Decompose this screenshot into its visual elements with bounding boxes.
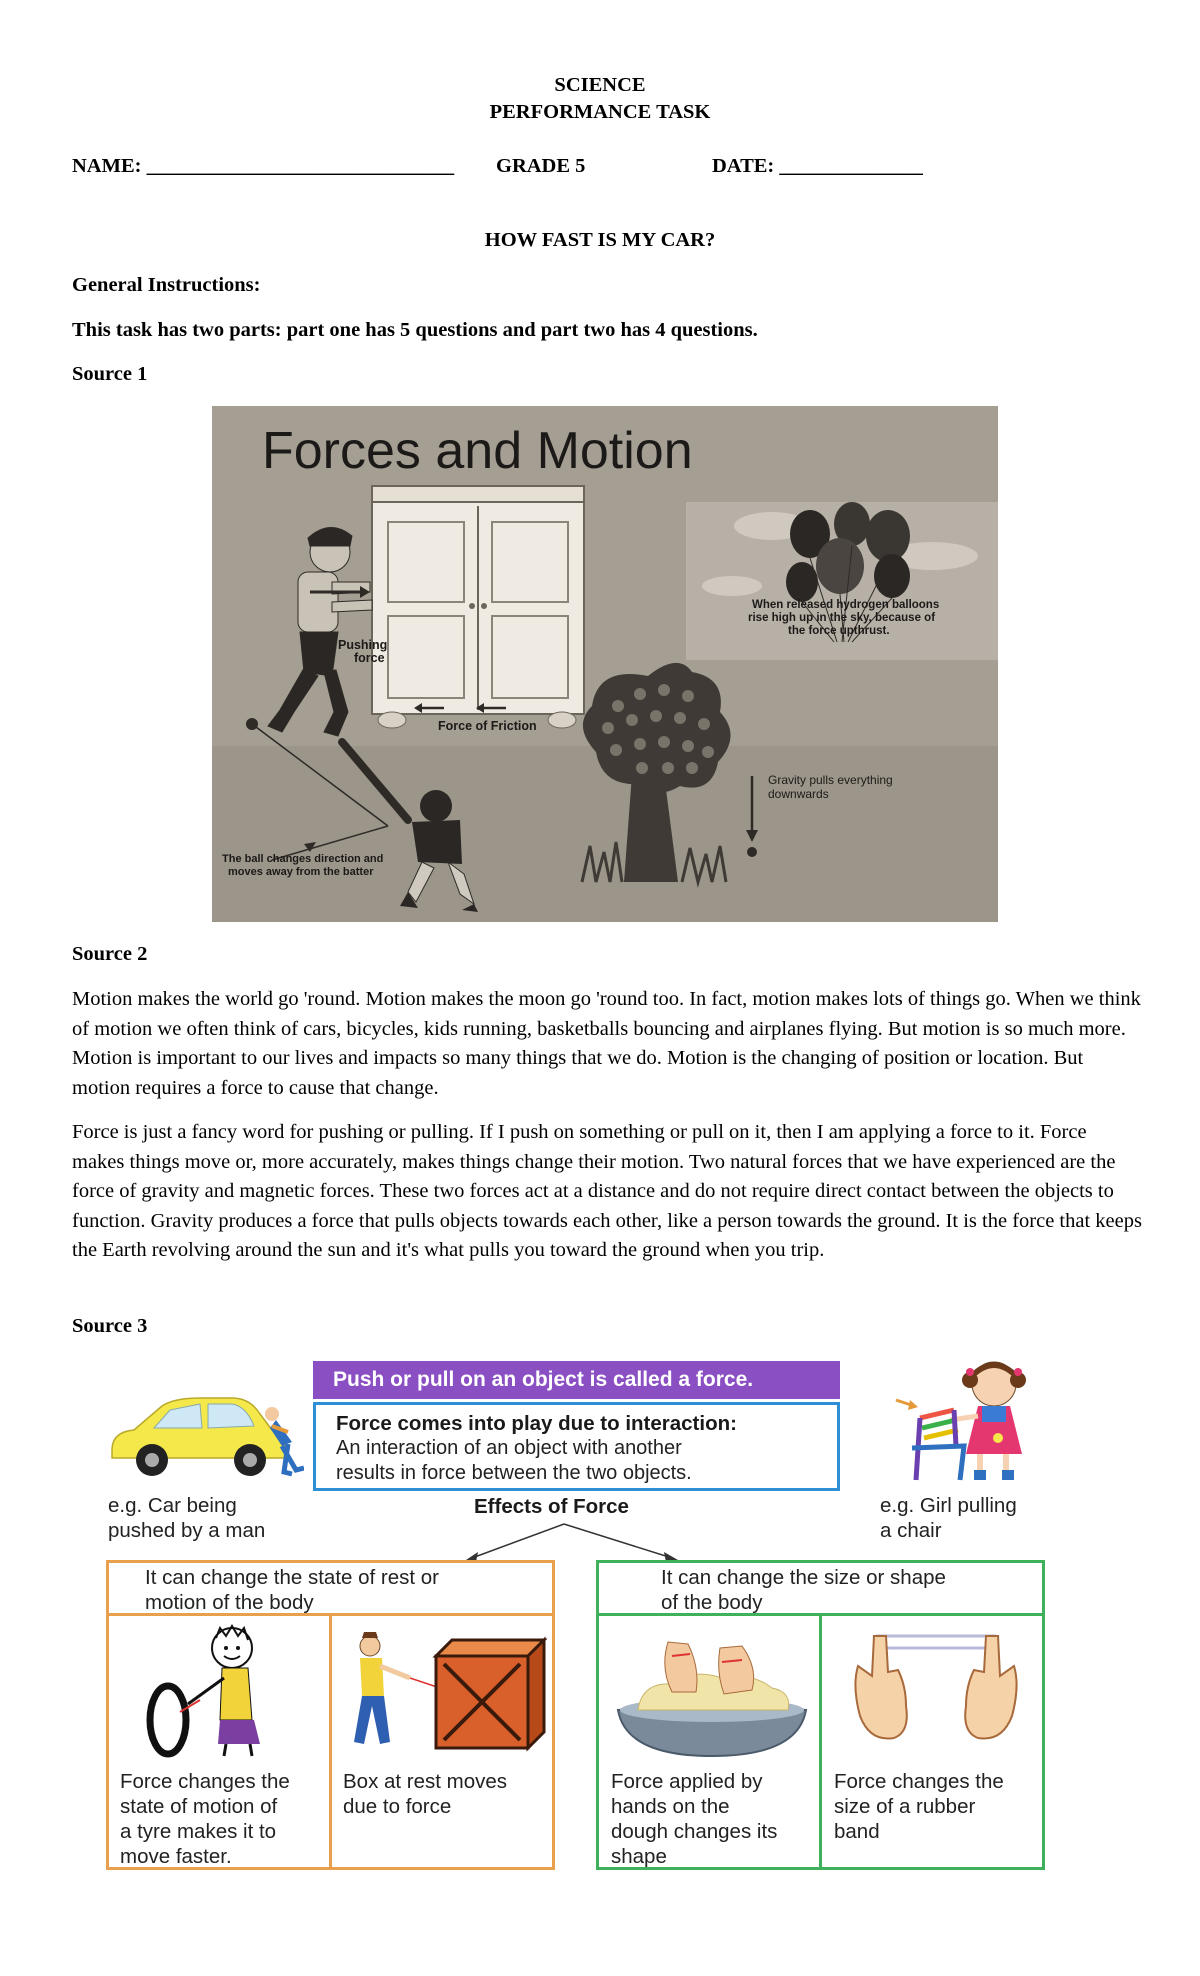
car-caption-2: pushed by a man bbox=[108, 1519, 266, 1542]
instructions-text: This task has two parts: part one has 5 questions and part two has 4 questions. bbox=[72, 319, 758, 341]
task-title: HOW FAST IS MY CAR? bbox=[484, 229, 716, 251]
box-caption-2: due to force bbox=[343, 1795, 452, 1818]
source3-label: Source 3 bbox=[72, 1315, 148, 1337]
dough-caption-1: Force applied by bbox=[611, 1770, 763, 1793]
source2-label: Source 2 bbox=[72, 943, 148, 965]
source2-paragraph-1: Motion makes the world go 'round. Motion makes the moon go 'round too. In fact, motion makes lots of things go. When we think of motion we often think of cars, bicycles, kids running, basketballs bouncing and airplanes flying. But motion is so much more. Motion is important to our lives and impacts so many things that we do. Motion is the changing of position or location. But motion requires a force to cause that change. bbox=[72, 988, 1141, 1099]
grade-label: GRADE 5 bbox=[496, 155, 586, 177]
balloon-caption-1: When released hydrogen balloons bbox=[752, 599, 940, 611]
tyre-caption-2: state of motion of bbox=[120, 1795, 278, 1818]
shape-change-header-1: It can change the size or shape bbox=[661, 1566, 946, 1589]
task-type-title: PERFORMANCE TASK bbox=[489, 101, 711, 123]
interaction-box bbox=[313, 1402, 840, 1491]
boy-with-tyre-icon bbox=[140, 1620, 310, 1758]
interaction-text-1: An interaction of an object with another bbox=[336, 1437, 682, 1459]
state-change-header-1: It can change the state of rest or bbox=[145, 1566, 440, 1589]
rubber-band-caption-1: Force changes the bbox=[834, 1770, 1004, 1793]
pushing-caption-1: Pushing bbox=[338, 638, 388, 652]
dough-caption bbox=[611, 1769, 777, 1869]
rubber-band-caption-3: band bbox=[834, 1820, 880, 1843]
interaction-title: Force comes into play due to interaction: bbox=[336, 1412, 737, 1435]
car-pushed-icon bbox=[104, 1388, 304, 1488]
instructions-heading: General Instructions: bbox=[72, 274, 261, 296]
tyre-caption bbox=[120, 1769, 290, 1869]
pushing-caption-2: force bbox=[354, 651, 385, 665]
interaction-text-2: results in force between the two objects. bbox=[336, 1462, 692, 1484]
shape-change-header-2: of the body bbox=[661, 1591, 763, 1614]
effects-heading: Effects of Force bbox=[474, 1495, 629, 1518]
shape-change-header bbox=[596, 1560, 1045, 1613]
force-definition-banner: Push or pull on an object is called a force. bbox=[313, 1361, 840, 1399]
tyre-caption-3: a tyre makes it to bbox=[120, 1820, 277, 1843]
ball-caption-1: The ball changes direction and bbox=[222, 853, 384, 865]
state-change-header bbox=[106, 1560, 555, 1613]
dough-caption-2: hands on the bbox=[611, 1795, 730, 1818]
girl-pulling-chair-icon bbox=[890, 1350, 1060, 1490]
gravity-caption-2: downwards bbox=[768, 787, 829, 801]
subject-title: SCIENCE bbox=[554, 74, 646, 96]
balloon-caption-2: rise high up in the sky, because of bbox=[748, 612, 936, 624]
car-caption-1: e.g. Car being bbox=[108, 1494, 237, 1517]
state-change-divider bbox=[329, 1613, 332, 1870]
source1-label: Source 1 bbox=[72, 363, 148, 385]
rubber-band-hands-icon bbox=[836, 1626, 1036, 1760]
hands-on-dough-icon bbox=[612, 1628, 812, 1758]
balloon-caption-3: the force upthrust. bbox=[788, 625, 890, 637]
rubber-band-caption-2: size of a rubber bbox=[834, 1795, 976, 1818]
figure-title: Forces and Motion bbox=[262, 422, 693, 480]
friction-caption: Force of Friction bbox=[438, 719, 537, 733]
effects-arrows bbox=[460, 1520, 700, 1564]
box-caption bbox=[343, 1769, 507, 1819]
source2-paragraph-2: Force is just a fancy word for pushing or pulling. If I push on something or pull on it, then I am applying a force to it. Force makes things move or, more accurately, makes things change their motion. Two natural forces that we have experienced are the force of gravity and magnetic forces. These two forces act at a distance and do not require direct contact between the objects to function. Gravity produces a force that pulls objects towards each other, like a person towards the ground. It is the force that keeps the Earth revolving around the sun and it's what pulls you toward the ground when you trip. bbox=[72, 1121, 1142, 1261]
man-pushing-box-icon bbox=[340, 1630, 550, 1760]
tyre-caption-1: Force changes the bbox=[120, 1770, 290, 1793]
gravity-caption-1: Gravity pulls everything bbox=[768, 773, 893, 787]
date-field: DATE: ______________ bbox=[712, 155, 923, 177]
ball-caption-2: moves away from the batter bbox=[228, 866, 374, 878]
box-caption-1: Box at rest moves bbox=[343, 1770, 508, 1793]
shape-change-divider bbox=[819, 1613, 822, 1870]
name-field: NAME: ______________________________ bbox=[72, 155, 455, 177]
tyre-caption-4: move faster. bbox=[120, 1845, 232, 1868]
state-change-header-2: motion of the body bbox=[145, 1591, 314, 1614]
girl-caption-2: a chair bbox=[880, 1519, 942, 1542]
chair-icon bbox=[912, 1410, 964, 1480]
dough-caption-4: shape bbox=[611, 1845, 667, 1868]
dough-caption-3: dough changes its bbox=[611, 1820, 778, 1843]
girl-caption-1: e.g. Girl pulling bbox=[880, 1494, 1017, 1517]
rubber-band-caption bbox=[834, 1769, 1004, 1844]
